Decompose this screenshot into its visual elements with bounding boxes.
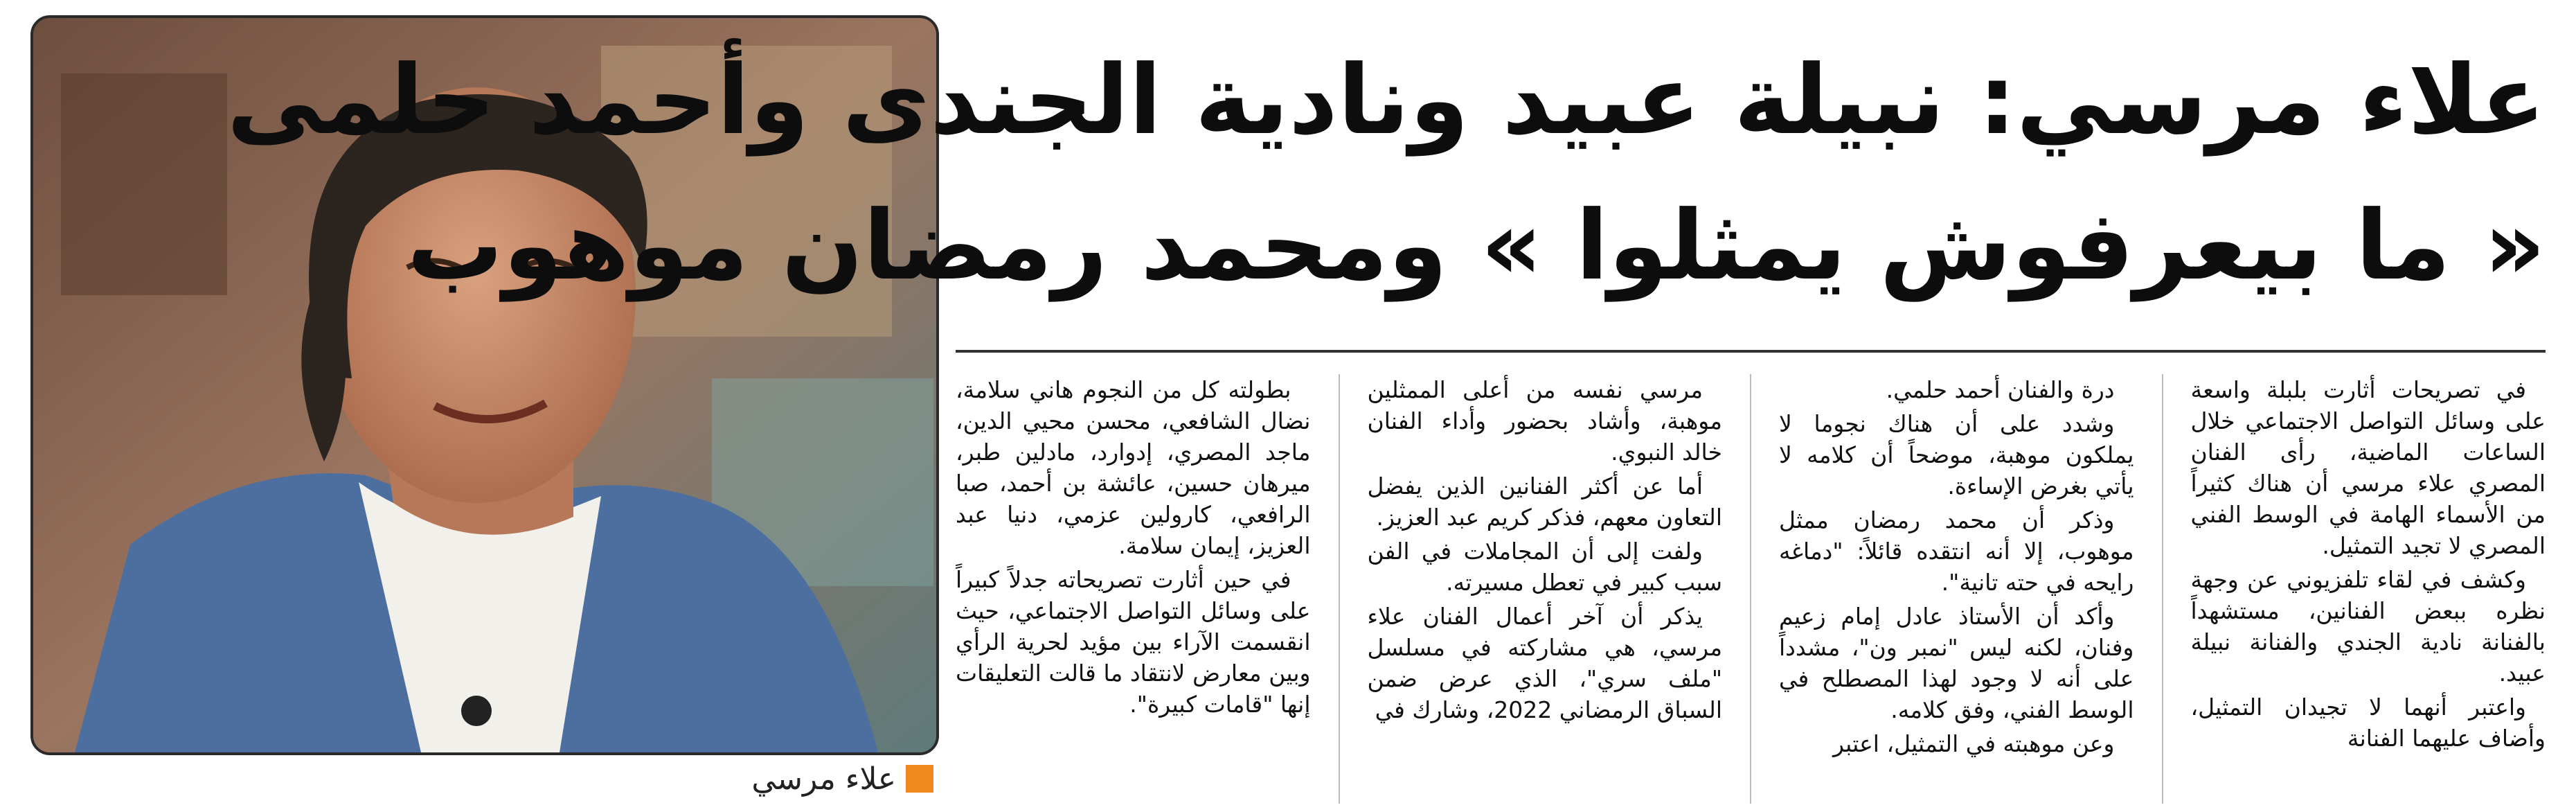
column-separator xyxy=(2162,374,2163,804)
caption-text: علاء مرسي xyxy=(751,761,896,797)
paragraph: وشدد على أن هناك نجوما لا يملكون موهبة، موضحاً أن كلامه لا يأتي بغرض الإساءة. xyxy=(1779,410,2134,500)
column-separator xyxy=(1750,374,1751,804)
headline-divider xyxy=(956,350,2546,353)
headline-line-2: « ما بيعرفوش يمثلوا » ومحمد رمضان موهوب xyxy=(406,190,2546,301)
article-column-1 xyxy=(2191,374,2546,804)
paragraph: وذكر أن محمد رمضان ممثل موهوب، إلا أنه انتقده قائلاً: "دماغه رايحه في حته تانية". xyxy=(1779,506,2134,596)
paragraph: يذكر أن آخر أعمال الفنان علاء مرسي، هي مشاركته في مسلسل "ملف سري"، الذي عرض ضمن السباق الرمضاني 2022، وشارك في xyxy=(1367,603,1722,723)
column-separator xyxy=(1339,374,1340,804)
paragraph: وكشف في لقاء تلفزيوني عن وجهة نظره ببعض الفنانين، مستشهداً بالفنانة نادية الجندي والفنانة نبيلة عبيد. xyxy=(2190,566,2546,687)
article-body xyxy=(956,374,2546,804)
article-column-4 xyxy=(956,374,1311,804)
paragraph: في تصريحات أثارت بلبلة واسعة على وسائل التواصل الاجتماعي خلال الساعات الماضية، رأى الفنان المصري علاء مرسي أن هناك كثيراً من الأسماء الهامة في الوسط الفني المصري لا تجيد التمثيل. xyxy=(2190,376,2546,559)
paragraph: ولفت إلى أن المجاملات في الفن سبب كبير في تعطل مسيرته. xyxy=(1367,538,1722,596)
headline xyxy=(226,28,2546,319)
headline-line-1: علاء مرسي: نبيلة عبيد ونادية الجندى وأحمد حلمى xyxy=(226,44,2546,156)
article-column-3 xyxy=(1368,374,1723,804)
paragraph: أما عن أكثر الفنانين الذين يفضل التعاون معهم، فذكر كريم عبد العزيز. xyxy=(1367,473,1722,531)
paragraph: مرسي نفسه من أعلى الممثلين موهبة، وأشاد بحضور وأداء الفنان خالد النبوي. xyxy=(1367,376,1722,466)
paragraph: درة والفنان أحمد حلمي. xyxy=(1886,376,2115,403)
paragraph: بطولته كل من النجوم هاني سلامة، نضال الشافعي، محسن محيي الدين، ماجد المصري، إدوارد، مادلين طبر، ميرهان حسين، عائشة بن أحمد، صبا الرافعي، كارولين عزمي، دنيا عبد العزيز، إيمان سلامة. xyxy=(956,376,1311,559)
photo-caption xyxy=(388,757,933,801)
paragraph: وأكد أن الأستاذ عادل إمام زعيم وفنان، لكنه ليس "نمبر ون"، مشدداً على أنه لا وجود لهذا المصطلح في الوسط الفني، وفق كلامه. xyxy=(1779,603,2134,723)
caption-marker-icon xyxy=(906,765,933,793)
paragraph: وعن موهبته في التمثيل، اعتبر xyxy=(1832,730,2115,757)
paragraph: في حين أثارت تصريحاته جدلاً كبيراً على وسائل التواصل الاجتماعي، حيث انقسمت الآراء بين مؤيد لحرية الرأي وبين معارض لانتقاد ما قالت التعليقات إنها "قامات كبيرة". xyxy=(956,566,1311,718)
paragraph: واعتبر أنهما لا تجيدان التمثيل، وأضاف عليهما الفنانة xyxy=(2190,694,2546,752)
article-column-2 xyxy=(1779,374,2134,804)
